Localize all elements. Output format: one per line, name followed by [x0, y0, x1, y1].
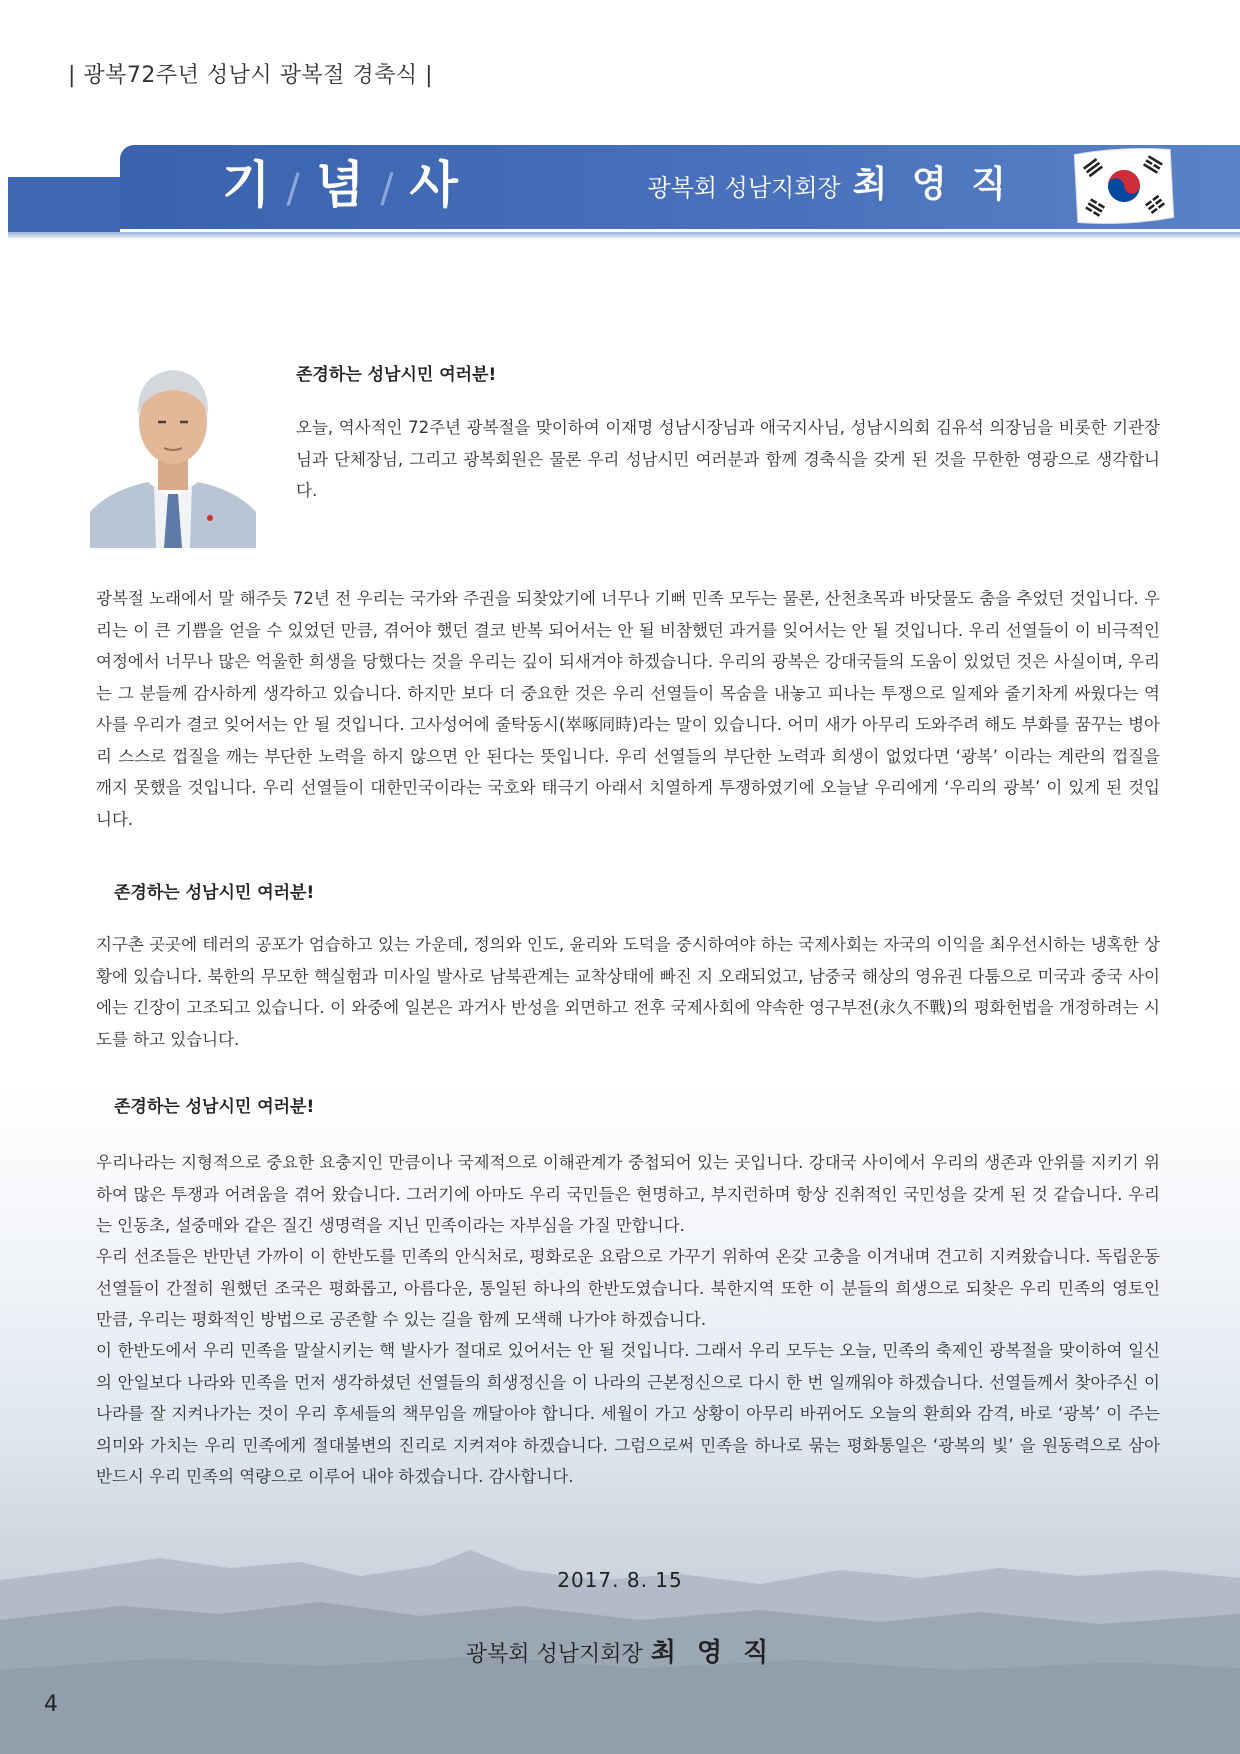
paragraph-6: 이 한반도에서 우리 민족을 말살시키는 핵 발사가 절대로 있어서는 안 될 것입니다. 그래서 우리 모두는 오늘, 민족의 축제인 광복절을 맞이하여 일신의 안일보다 나라와 민족을 먼저 생각하셨던 선열들의 희생정신을 이 나라의 근본정신으로 다시 한 번 일깨워야 하겠습니다. 선열들께서 찾아주신 이 나라를 잘 지켜나가는 것이 우리 후세들의 책무임을 깨달아야 합니다. 세월이 가고 상황이 아무리 바뀌어도 오늘의 환희와 감격, 바로 ‘광복’ 이 주는 의미와 가치는 우리 민족에게 절대불변의 진리로 지켜져야 하겠습니다. 그럼으로써 민족을 하나로 묶는 평화통일은 ‘광복의 빛’ 을 원동력으로 삼아 반드시 우리 민족의 역량으로 이루어 내야 하겠습니다. 감사합니다. [96, 1341, 1160, 1486]
greeting-3: 존경하는 성남시민 여러분! [114, 1097, 315, 1117]
signature [0, 1632, 1240, 1669]
signature-name: 최 영 직 [650, 1638, 775, 1668]
speaker-name: 최 영 직 [852, 164, 1012, 205]
speech-date: 2017. 8. 15 [557, 1568, 683, 1592]
page-number: 4 [44, 1692, 58, 1717]
greeting-2: 존경하는 성남시민 여러분! [114, 883, 315, 903]
signature-org: 광복회 성남지회장 [465, 1642, 643, 1667]
korean-flag-icon [1070, 143, 1178, 228]
paragraph-3: 지구촌 곳곳에 테러의 공포가 엄습하고 있는 가운데, 정의와 인도, 윤리와 도덕을 중시하여야 하는 국제사회는 자국의 이익을 최우선시하는 냉혹한 상황에 있습니다. 북한의 무모한 핵실험과 미사일 발사로 남북관계는 교착상태에 빠진 지 오래되었고, 남중국 해상의 영유권 다툼으로 미국과 중국 사이에는 긴장이 고조되고 있습니다. 이 와중에 일본은 과거사 반성을 외면하고 전후 국제사회에 약속한 영구부전(永久不戰)의 평화헌법을 개정하려는 시도를 하고 있습니다. [96, 935, 1160, 1049]
title-separator: / [286, 166, 302, 212]
banner-shadow [8, 232, 1240, 238]
paragraph-5: 우리 선조들은 반만년 가까이 이 한반도를 민족의 안식처로, 평화로운 요람으로 가꾸기 위하여 온갖 고충을 이겨내며 견고히 지켜왔습니다. 독립운동 선열들이 간절히 원했던 조국은 평화롭고, 아름다운, 통일된 하나의 한반도였습니다. 북한지역 또한 이 분들의 희생으로 되찾은 우리 민족의 영토인 만큼, 우리는 평화적인 방법으로 공존할 수 있는 길을 함께 모색해 나가야 하겠습니다. [96, 1247, 1160, 1329]
banner-left-block [8, 177, 120, 232]
banner-speaker [647, 160, 1012, 210]
paragraph-2: 광복절 노래에서 말 해주듯 72년 전 우리는 국가와 주권을 되찾았기에 너무나 기뻐 민족 모두는 물론, 산천초목과 바닷물도 춤을 추었던 것입니다. 우리는 이 큰 기쁨을 얻을 수 있었던 만큼, 겪어야 했던 결코 반복 되어서는 안 될 비참했던 과거를 잊어서는 안 될 것입니다. 우리 선열들이 이 비극적인 여정에서 너무나 많은 억울한 희생을 당했다는 것을 우리는 깊이 되새겨야 하겠습니다. 우리의 광복은 강대국들의 도움이 있었던 것은 사실이며, 우리는 그 분들께 감사하게 생각하고 있습니다. 하지만 보다 더 중요한 것은 우리 선열들이 목숨을 내놓고 피나는 투쟁으로 일제와 줄기차게 싸웠다는 역사를 우리가 결코 잊어서는 안 될 것입니다. 고사성어에 줄탁동시(崒啄同時)라는 말이 있습니다. 어미 새가 아무리 도와주려 해도 부화를 꿈꾸는 병아리 스스로 껍질을 깨는 부단한 노력을 하지 않으면 안 된다는 뜻입니다. 우리 선열들의 부단한 노력과 희생이 없었다면 ‘광복’ 이라는 계란의 껍질을 깨지 못했을 것입니다. 우리 선열들이 대한민국이라는 국호와 태극기 아래서 치열하게 투쟁하였기에 오늘날 우리에게 ‘우리의 광복’ 이 있게 된 것입니다. [96, 589, 1160, 829]
title-char: 념 [315, 156, 367, 214]
paragraph-4: 우리나라는 지형적으로 중요한 요충지인 만큼이나 국제적으로 이해관계가 중첩되어 있는 곳입니다. 강대국 사이에서 우리의 생존과 안위를 지키기 위하여 많은 투쟁과 어려움을 겪어 왔습니다. 그러기에 아마도 우리 국민들은 현명하고, 부지런하며 항상 진취적인 국민성을 갖게 된 것 같습니다. 우리는 인동초, 설중매와 같은 질긴 생명력을 지닌 민족이라는 자부심을 가질 만합니다. [96, 1153, 1160, 1235]
title-separator: / [380, 166, 396, 212]
title-char: 기 [222, 156, 273, 214]
paragraph-1: 오늘, 역사적인 72주년 광복절을 맞이하여 이재명 성남시장님과 애국지사님, 성남시의회 김유석 의장님을 비롯한 기관장님과 단체장님, 그리고 광복회원은 물론 우리 성남시민 여러분과 함께 경축식을 갖게 된 것을 무한한 영광으로 생각합니다. [296, 418, 1160, 500]
speaker-org: 광복회 성남지회장 [647, 174, 841, 202]
greeting-1: 존경하는 성남시민 여러분! [296, 365, 497, 385]
event-title: | 광복72주년 성남시 광복절 경축식 | [68, 63, 434, 88]
title-char: 사 [409, 156, 460, 214]
speaker-portrait [90, 352, 256, 548]
banner-title [222, 150, 460, 220]
